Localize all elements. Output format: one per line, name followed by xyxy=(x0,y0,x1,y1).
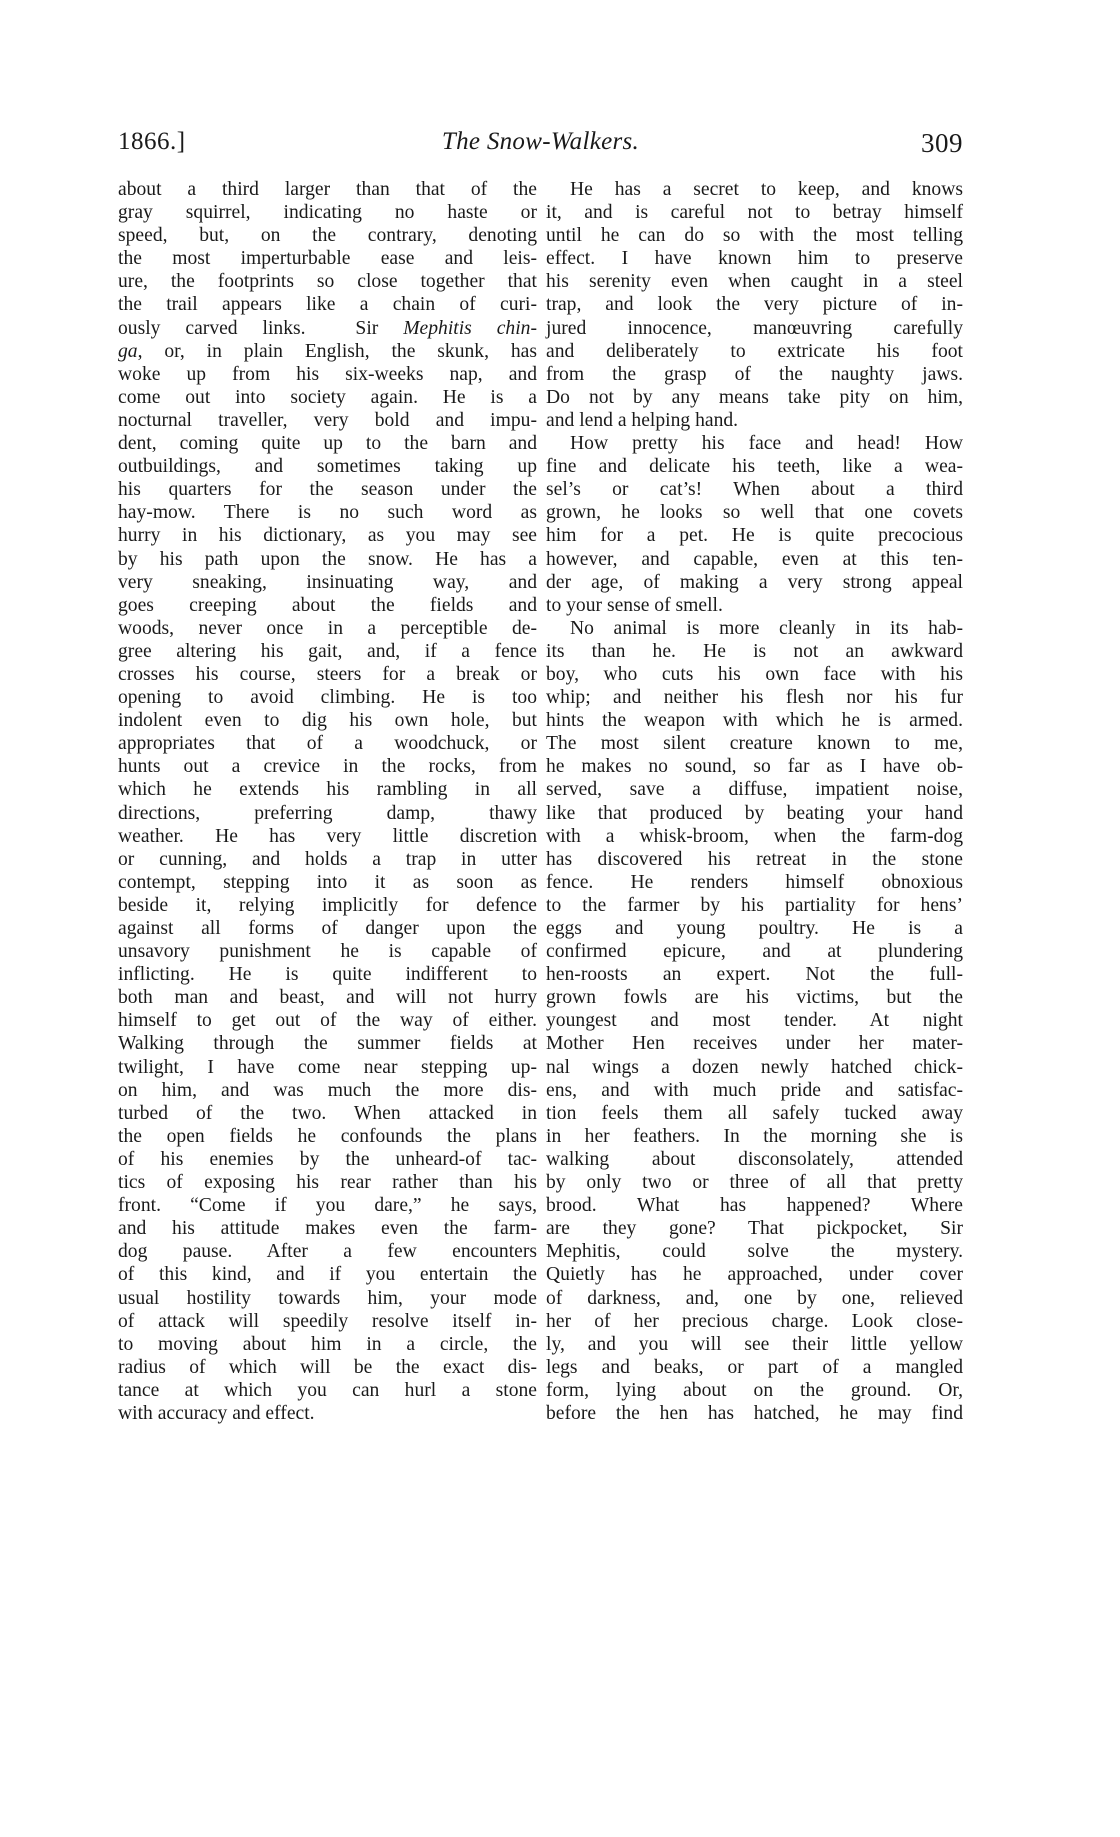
italic-species-name: Mephitis chin- xyxy=(403,317,537,339)
text-line: until he can do so with the most telling xyxy=(546,225,963,247)
text-line: of darkness, and, one by one, relieved xyxy=(546,1287,963,1309)
text-line: crosses his course, steers for a break or xyxy=(118,663,537,685)
paragraph-last-line: and lend a helping hand. xyxy=(546,409,739,431)
text-line: served, save a diffuse, impatient noise, xyxy=(546,779,963,801)
text-line: however, and capable, even at this ten- xyxy=(546,548,963,570)
text-line: beside it, relying implicitly for defence xyxy=(118,894,537,916)
text-line: outbuildings, and sometimes taking up xyxy=(118,456,537,478)
text-line: very sneaking, insinuating way, and xyxy=(118,571,537,593)
text-line: goes creeping about the fields and xyxy=(118,594,537,616)
running-head-title: The Snow-Walkers. xyxy=(441,128,640,155)
text-line: directions, preferring damp, thawy xyxy=(118,802,537,824)
text-line: hay-mow. There is no such word as xyxy=(118,502,537,524)
text-line: walking about disconsolately, attended xyxy=(546,1148,963,1170)
text-line: of attack will speedily resolve itself in- xyxy=(118,1310,537,1332)
text-line: twilight, I have come near stepping up- xyxy=(118,1056,537,1078)
text-line: and his attitude makes even the farm- xyxy=(118,1218,537,1240)
text-line: turbed of the two. When attacked in xyxy=(118,1102,537,1124)
text-line: weather. He has very little discretion xyxy=(118,825,537,847)
text-line: against all forms of danger upon the xyxy=(118,918,537,939)
text-line: its than he. He is not an awkward xyxy=(546,640,963,662)
text-line: to moving about him in a circle, the xyxy=(118,1333,537,1355)
text-line: der age, of making a very strong appeal xyxy=(546,571,963,593)
text-line: whip; and neither his flesh nor his fur xyxy=(546,687,963,709)
text-line: usual hostility towards him, your mode xyxy=(118,1287,537,1309)
text-line: her of her precious charge. Look close- xyxy=(546,1310,963,1332)
text-line: before the hen has hatched, he may find xyxy=(546,1402,963,1424)
text-line: radius of which will be the exact dis- xyxy=(118,1356,537,1378)
text-line: inflicting. He is quite indifferent to xyxy=(118,964,537,986)
text-line: Quietly has he approached, under cover xyxy=(546,1264,963,1286)
text-line: with accuracy and effect. xyxy=(118,1402,315,1424)
text-line: himself to get out of the way of either. xyxy=(118,1010,537,1032)
text-line: eggs and young poultry. He is a xyxy=(546,918,963,939)
text-line-with-italic: ga, or, in plain English, the skunk, has xyxy=(118,340,537,362)
text-line: Walking through the summer fields at xyxy=(118,1033,537,1055)
text-line: Mephitis, could solve the mystery. xyxy=(546,1241,963,1263)
text-line: of his enemies by the unheard-of tac- xyxy=(118,1148,537,1170)
text-line: youngest and most tender. At night xyxy=(546,1010,963,1032)
text-line: about a third larger than that of the xyxy=(118,179,537,200)
text-line: ure, the footprints so close together that xyxy=(118,271,537,293)
text-line: indolent even to dig his own hole, but xyxy=(118,710,537,732)
text-line: the trail appears like a chain of curi- xyxy=(118,294,537,316)
text-line-with-italic: ously carved links. Sir Mephitis chin- xyxy=(118,317,537,339)
text-line: hen-roosts an expert. Not the full- xyxy=(546,964,963,986)
text-line: tance at which you can hurl a stone xyxy=(118,1379,537,1401)
text-line: brood. What has happened? Where xyxy=(546,1195,963,1217)
text-line: opening to avoid climbing. He is too xyxy=(118,687,537,709)
text-line: from the grasp of the naughty jaws. xyxy=(546,363,963,385)
text-line: with a whisk-broom, when the farm-dog xyxy=(546,825,963,847)
text-line: it, and is careful not to betray himself xyxy=(546,202,963,224)
text-line: legs and beaks, or part of a mangled xyxy=(546,1356,963,1378)
text-line: him for a pet. He is quite precocious xyxy=(546,525,963,547)
paragraph-first-line: He has a secret to keep, and knows xyxy=(570,179,963,200)
text-line: front. “Come if you dare,” he says, xyxy=(118,1195,537,1217)
text-line: fence. He renders himself obnoxious xyxy=(546,871,963,893)
text-line: tics of exposing his rear rather than his xyxy=(118,1172,537,1194)
text-line: are they gone? That pickpocket, Sir xyxy=(546,1218,963,1240)
text-line: like that produced by beating your hand xyxy=(546,802,963,824)
text-line: by his path upon the snow. He has a xyxy=(118,548,537,570)
text-line: the open fields he confounds the plans xyxy=(118,1125,537,1147)
left-column xyxy=(118,178,537,1425)
right-column xyxy=(546,178,963,1425)
text-line: nocturnal traveller, very bold and impu- xyxy=(118,409,537,431)
text-line: grown, he looks so well that one covets xyxy=(546,502,963,524)
text-line: contempt, stepping into it as soon as xyxy=(118,871,537,893)
text-line: hurry in his dictionary, as you may see xyxy=(118,525,537,547)
text-line: has discovered his retreat in the stone xyxy=(546,848,963,870)
text-line: dog pause. After a few encounters xyxy=(118,1241,537,1263)
text-line: and deliberately to extricate his foot xyxy=(546,340,963,362)
text-line: gree altering his gait, and, if a fence xyxy=(118,640,537,662)
text-line: hints the weapon with which he is armed. xyxy=(546,710,963,732)
text-line: sel’s or cat’s! When about a third xyxy=(546,479,963,501)
text-line: The most silent creature known to me, xyxy=(546,733,963,755)
italic-species-name: ga xyxy=(118,340,138,362)
text-line: of this kind, and if you entertain the xyxy=(118,1264,537,1286)
text-line: Mother Hen receives under her mater- xyxy=(546,1033,963,1055)
text-line: jured innocence, manœuvring carefully xyxy=(546,317,963,339)
paragraph-first-line: How pretty his face and head! How xyxy=(570,433,963,455)
text-line: grown fowls are his victims, but the xyxy=(546,987,963,1009)
running-head xyxy=(118,128,963,168)
text-line: or cunning, and holds a trap in utter xyxy=(118,848,537,870)
text-line: ly, and you will see their little yellow xyxy=(546,1333,963,1355)
text-line: he makes no sound, so far as I have ob- xyxy=(546,756,963,778)
text-line: the most imperturbable ease and leis- xyxy=(118,248,537,270)
paragraph-last-line: to your sense of smell. xyxy=(546,594,723,616)
text-line: woke up from his six-weeks nap, and xyxy=(118,363,537,385)
text-line: boy, who cuts his own face with his xyxy=(546,663,963,685)
paragraph-first-line: No animal is more cleanly in its hab- xyxy=(570,617,963,639)
text-line: which he extends his rambling in all xyxy=(118,779,537,801)
text-line: dent, coming quite up to the barn and xyxy=(118,433,537,455)
text-line: ens, and with much pride and satisfac- xyxy=(546,1079,963,1101)
text-line: on him, and was much the more dis- xyxy=(118,1079,537,1101)
text-line: tion feels them all safely tucked away xyxy=(546,1102,963,1124)
text-line: in her feathers. In the morning she is xyxy=(546,1125,963,1147)
text-line: hunts out a crevice in the rocks, from xyxy=(118,756,537,778)
page-number: 309 xyxy=(921,128,963,158)
running-head-year: 1866.] xyxy=(118,128,186,155)
text-line: to the farmer by his partiality for hens’ xyxy=(546,894,963,916)
text-line: trap, and look the very picture of in- xyxy=(546,294,963,316)
text-line: effect. I have known him to preserve xyxy=(546,248,963,270)
text-line: by only two or three of all that pretty xyxy=(546,1172,963,1194)
text-line: confirmed epicure, and at plundering xyxy=(546,941,963,963)
text-line: appropriates that of a woodchuck, or xyxy=(118,733,537,755)
text-line: unsavory punishment he is capable of xyxy=(118,941,537,963)
text-line: woods, never once in a perceptible de- xyxy=(118,617,537,639)
text-line: both man and beast, and will not hurry xyxy=(118,987,537,1009)
text-line: fine and delicate his teeth, like a wea- xyxy=(546,456,963,478)
text-line: his serenity even when caught in a steel xyxy=(546,271,963,293)
text-line: Do not by any means take pity on him, xyxy=(546,386,963,408)
text-line: his quarters for the season under the xyxy=(118,479,537,501)
text-line: nal wings a dozen newly hatched chick- xyxy=(546,1056,963,1078)
text-line: come out into society again. He is a xyxy=(118,386,537,408)
text-line: speed, but, on the contrary, denoting xyxy=(118,225,537,247)
text-line: gray squirrel, indicating no haste or xyxy=(118,202,537,224)
text-line: form, lying about on the ground. Or, xyxy=(546,1379,963,1401)
